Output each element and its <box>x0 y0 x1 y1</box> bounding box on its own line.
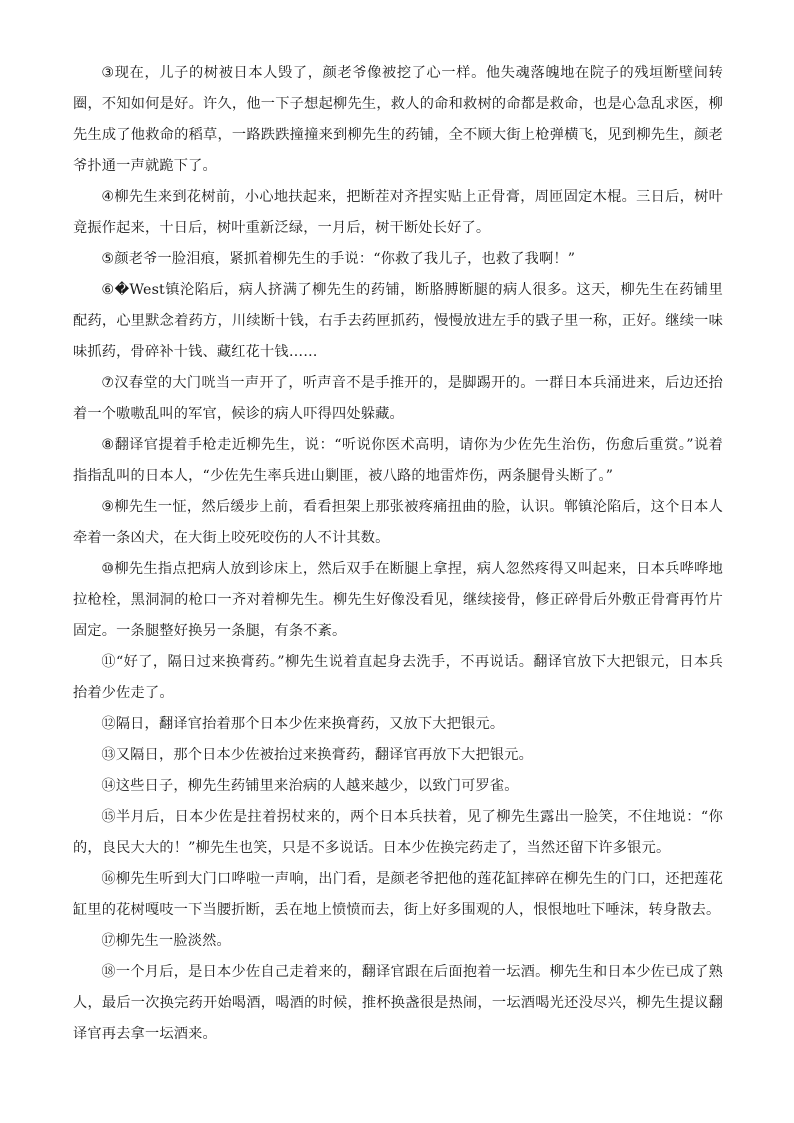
paragraph-text: 一个月后，是日本少佐自己走着来的，翻译官跟在后面抱着一坛酒。柳先生和日本少佐已成了熟人，最后一次换完药开始喝酒，喝酒的时候，推杯换盏很是热闹，一坛酒喝光还没尽兴，柳先生提议翻译官再去拿一坛酒来。 <box>73 964 724 1042</box>
paragraph-16 <box>73 864 723 926</box>
paragraph-text: “好了，隔日过来换膏药。”柳先生说着直起身去洗手，不再说话。翻译官放下大把银元，日本兵抬着少佐走了。 <box>73 654 723 701</box>
paragraph-6 <box>73 275 723 368</box>
paragraph-8 <box>73 430 723 492</box>
paragraph-14 <box>73 771 723 802</box>
paragraph-number: ⑯ <box>101 871 116 887</box>
paragraph-5 <box>73 244 723 275</box>
paragraph-number: ④ <box>101 189 115 205</box>
paragraph-text: 翻译官提着手枪走近柳先生，说：“听说你医术高明，请你为少佐先生治伤，伤愈后重赏。”说着指指乱叫的日本人，“少佐先生率兵进山剿匪，被八路的地雷炸伤，两条腿骨头断了。” <box>73 437 724 484</box>
paragraph-number: ⑪ <box>101 654 116 670</box>
paragraph-number: ⑦ <box>101 375 115 391</box>
paragraph-number: ⑥ <box>101 282 115 298</box>
paragraph-text: 颜老爷一脸泪痕，紧抓着柳先生的手说：“你救了我儿子，也救了我啊！” <box>114 251 576 267</box>
paragraph-text: 又隔日，那个日本少佐被抬过来换膏药，翻译官再放下大把银元。 <box>115 747 534 763</box>
paragraph-11 <box>73 647 723 709</box>
article-body <box>73 58 723 1050</box>
paragraph-text: 柳先生一脸淡然。 <box>115 933 231 949</box>
paragraph-text: 半月后，日本少佐是拄着拐杖来的，两个日本兵扶着，见了柳先生露出一脸笑，不住地说：“你的，良民大大的！”柳先生也笑，只是不多说话。日本少佐换完药走了，当然还留下许多银元。 <box>73 809 723 856</box>
paragraph-number: ⑭ <box>101 778 116 794</box>
paragraph-number: ⑰ <box>101 933 116 949</box>
paragraph-text: 汉春堂的大门咣当一声开了，听声音不是手推开的，是脚踢开的。一群日本兵涌进来，后边还抬着一个嗷嗷乱叫的军官，候诊的病人吓得四处躲藏。 <box>73 375 724 422</box>
paragraph-number: ⑨ <box>101 499 115 515</box>
paragraph-number: ⑮ <box>101 809 117 825</box>
paragraph-10 <box>73 554 723 647</box>
paragraph-text: �West镇沦陷后，病人挤满了柳先生的药铺，断胳膊断腿的病人很多。这天，柳先生在药铺里配药，心里默念着药方，川续断十钱，右手去药匣抓药，慢慢放进左手的戥子里一称，正好。继续一味味抓药，骨碎补十钱、藏红花十钱…… <box>73 282 723 360</box>
paragraph-text: 柳先生听到大门口哗啦一声响，出门看，是颜老爷把他的莲花缸摔碎在柳先生的门口，还把莲花缸里的花树嘎吱一下当腰折断，丢在地上愤愤而去，街上好多围观的人，恨恨地吐下唾沫，转身散去。 <box>73 871 724 918</box>
paragraph-number: ⑬ <box>101 747 116 763</box>
paragraph-text: 柳先生一怔，然后缓步上前，看看担架上那张被疼痛扭曲的脸，认识。郸镇沦陷后，这个日本人牵着一条凶犬，在大街上咬死咬伤的人不计其数。 <box>73 499 724 546</box>
paragraph-13 <box>73 740 723 771</box>
paragraph-text: 隔日，翻译官抬着那个日本少佐来换膏药，又放下大把银元。 <box>115 716 505 732</box>
paragraph-number: ③ <box>101 65 115 81</box>
paragraph-text: 现在，儿子的树被日本人毁了，颜老爷像被挖了心一样。他失魂落魄地在院子的残垣断壁间转圈，不知如何是好。许久，他一下子想起柳先生，救人的命和救树的命都是救命，也是心急乱求医，柳先生成了他救命的稻草，一路跌跌撞撞来到柳先生的药铺，全不顾大街上枪弹横飞，见到柳先生，颜老爷扑通一声就跪下了。 <box>73 65 724 174</box>
paragraph-number: ⑩ <box>101 561 115 577</box>
paragraph-text: 柳先生指点把病人放到诊床上，然后双手在断腿上拿捏，病人忽然疼得又叫起来，日本兵哗哗地拉枪栓，黑洞洞的枪口一齐对着柳先生。柳先生好像没看见，继续接骨，修正碎骨后外敷正骨膏再竹片固定。一条腿整好换另一条腿，有条不紊。 <box>73 561 724 639</box>
paragraph-number: ⑧ <box>101 437 115 453</box>
paragraph-number: ⑫ <box>101 716 116 732</box>
paragraph-18 <box>73 957 723 1050</box>
paragraph-4 <box>73 182 723 244</box>
paragraph-7 <box>73 368 723 430</box>
paragraph-text: 这些日子，柳先生药铺里来治病的人越来越少，以致门可罗雀。 <box>115 778 519 794</box>
paragraph-15 <box>73 802 723 864</box>
paragraph-text: 柳先生来到花树前，小心地扶起来，把断茬对齐捏实贴上正骨膏，周匝固定木棍。三日后，树叶竟振作起来，十日后，树叶重新泛绿，一月后，树干断处长好了。 <box>73 189 724 236</box>
paragraph-number: ⑤ <box>101 251 115 267</box>
paragraph-12 <box>73 709 723 740</box>
paragraph-3 <box>73 58 723 182</box>
paragraph-number: ⑱ <box>101 964 116 980</box>
paragraph-9 <box>73 492 723 554</box>
paragraph-17 <box>73 926 723 957</box>
